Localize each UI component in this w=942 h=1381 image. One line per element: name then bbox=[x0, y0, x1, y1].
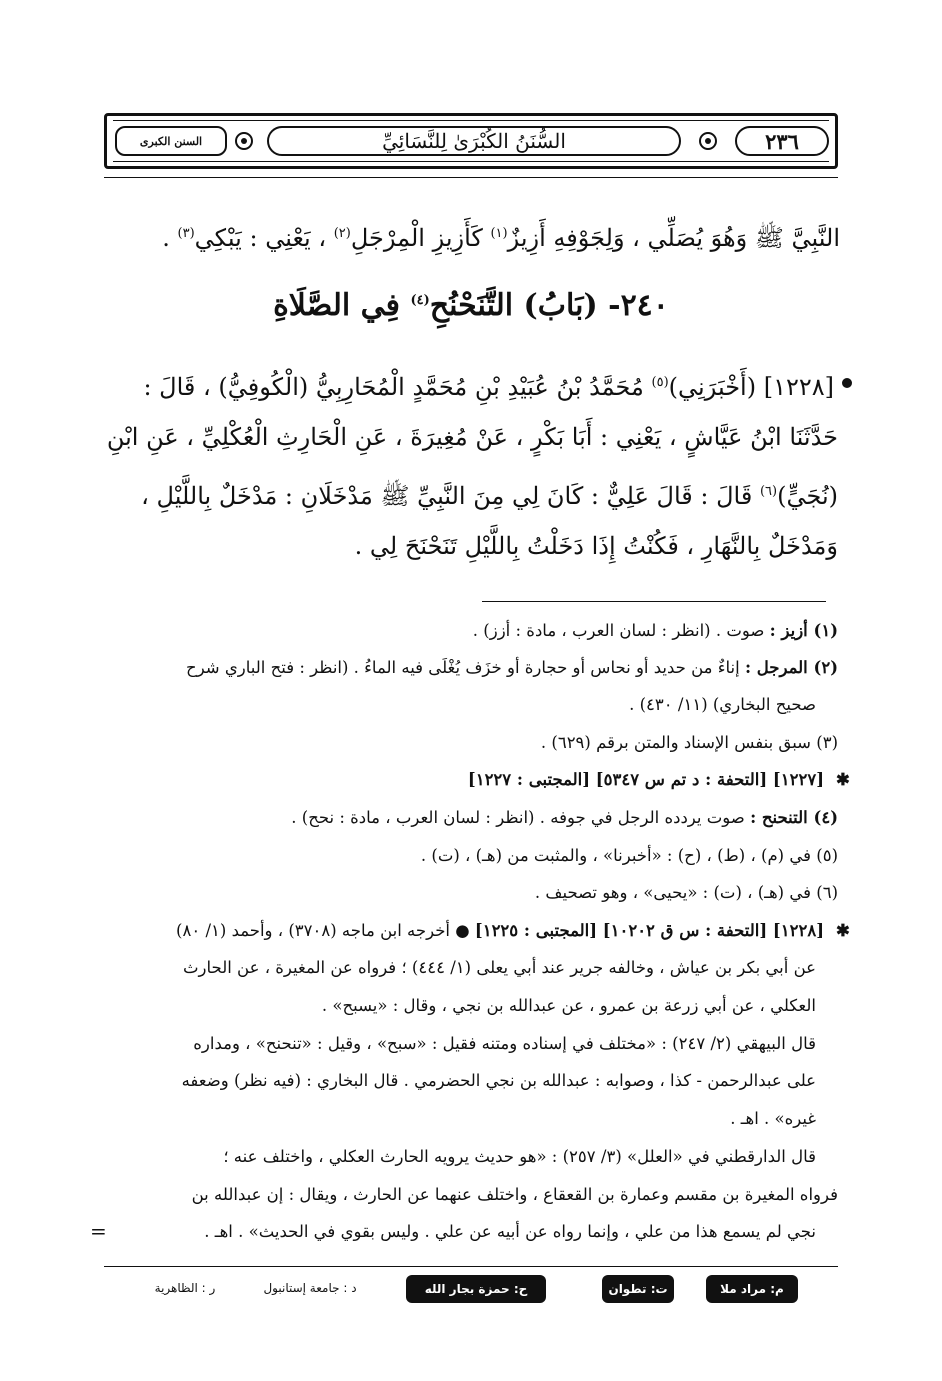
footnote-label: (٤) التنحنح : bbox=[750, 808, 838, 827]
footnote-4 bbox=[104, 803, 838, 833]
footnote-text: (٦) في (هـ) ، (ت) : «يحيى» ، وهو تصحيف . bbox=[534, 883, 838, 902]
takhrij-1228-line-3 bbox=[104, 991, 816, 1021]
takhrij-text: فرواه المغيرة بن مقسم وعمارة بن القعقاع ، واختلف عنهما عن الحارث ، ويقال : إن عبدالله بن bbox=[191, 1185, 838, 1204]
header-rail-bottom bbox=[113, 161, 829, 162]
takhrij-1228-line-2 bbox=[104, 953, 816, 983]
intro-text-b: كَأَزِيزِ الْمِرْجَلِ bbox=[350, 224, 491, 252]
takhrij-text: قال البيهقي (٢/ ٢٤٧) : «مختلف في إسناده ومتنه فقيل : «سبح» ، وقيل : «تنحنح» ، ومداره bbox=[193, 1034, 816, 1053]
intro-text-d: . bbox=[162, 224, 178, 252]
hadith-text: حَدَّثَنَا ابْنُ عَيَّاشٍ ، يَعْنِي : أَبَا بَكْرٍ ، عَنْ مُغِيرَةَ ، عَنِ الْحَارِثِ الْعُكْلِيِّ ، عَنِ ابْنِ bbox=[106, 423, 838, 451]
continuation-mark: = bbox=[90, 1219, 107, 1243]
footnote-ref: (٢) bbox=[333, 226, 351, 241]
chapter-heading bbox=[104, 288, 838, 323]
header-divider bbox=[104, 177, 838, 178]
header-rail-top bbox=[113, 120, 829, 121]
footnote-2-cont bbox=[104, 690, 816, 720]
footnote-text: صوت يردده الرجل في جوفه . (انظر : لسان العرب ، مادة : نحح) . bbox=[291, 808, 751, 827]
takhrij-text: غيره» . اهـ . bbox=[730, 1109, 816, 1128]
emblem-text: السنن الكبرى bbox=[139, 134, 203, 148]
footnote-2 bbox=[104, 653, 838, 683]
takhrij-text: نجي لم يسمع هذا من علي ، وإنما رواه عن أبيه عن علي . وليس بقوي في الحديث» . اهـ . bbox=[204, 1222, 816, 1241]
hadith-text: وَمَدْخَلٌ بِالنَّهَارِ ، فَكُنْتُ إِذَا دَخَلْتُ بِاللَّيْلِ تَنَحْنَحَ لِي . bbox=[354, 532, 838, 560]
hadith-line-3 bbox=[104, 466, 838, 522]
footnote-label: (٢) المرجل : bbox=[744, 658, 838, 677]
takhrij-text: عن أبي بكر بن عياش ، وخالفه جرير عند أبي يعلى (١/ ٤٤٤) ؛ فرواه عن المغيرة ، عن الحارث bbox=[183, 958, 816, 977]
hadith-line-2 bbox=[104, 411, 838, 463]
footnote-label: (١) أزيز : bbox=[769, 621, 838, 640]
footnote-text: إناءٌ من حديد أو نحاس أو حجارة أو خزَف يُغْلَى فيه الماءُ . (انظر : فتح الباري شرح bbox=[186, 658, 745, 677]
hadith-number: [١٢٢٨] (أَخْبَرَنِي) bbox=[668, 373, 834, 401]
manuscript-badge-m bbox=[706, 1275, 798, 1303]
footnote-text: (٥) في (م) ، (ط) ، (ح) : «أخبرنا» ، والمثبت من (هـ) ، (ت) . bbox=[420, 846, 838, 865]
takhrij-text: ● أخرجه ابن ماجه (٣٧٠٨) ، وأحمد (١/ ٨٠) bbox=[176, 921, 475, 940]
chapter-heading-text-a: ٢٤٠- (بَابُ) التَّنَحْنُحِ bbox=[429, 288, 669, 323]
footnote-ref: (٤) bbox=[410, 293, 430, 308]
takhrij-1228-line-6 bbox=[104, 1104, 816, 1134]
footnote-5 bbox=[104, 841, 838, 871]
takhrij-1228-line-1 bbox=[104, 916, 824, 946]
footnote-text: صحيح البخاري) (١١/ ٤٣٠) . bbox=[629, 695, 816, 714]
takhrij-1228-line-8 bbox=[104, 1180, 838, 1210]
footnote-text: (٣) سبق بنفس الإسناد والمتن برقم (٦٢٩) . bbox=[540, 733, 838, 752]
takhrij-1228-line-4 bbox=[104, 1029, 816, 1059]
footer-rule bbox=[104, 1266, 838, 1267]
ornament-knot-icon bbox=[233, 130, 255, 152]
hadith-text: مُحَمَّدُ بْنُ عُبَيْدِ بْنِ مُحَمَّدٍ الْمُحَارِبِيُّ (الْكُوفِيُّ) ، قَالَ : bbox=[143, 373, 652, 401]
hadith-text: (نُجَيٍّ) bbox=[777, 482, 838, 510]
hadith-text: قَالَ : قَالَ عَلِيٌّ : كَانَ لِي مِنَ النَّبِيِّ ﷺ مَدْخَلَانِ : مَدْخَلٌ بِاللَّيْلِ ، bbox=[141, 482, 760, 510]
hadith-line-4 bbox=[104, 520, 838, 572]
book-title-cartouche bbox=[267, 126, 681, 156]
star-marker: ✱ bbox=[836, 921, 850, 940]
ornament-knot-icon bbox=[697, 130, 719, 152]
footnote-ref: (٥) bbox=[651, 375, 669, 390]
footnote-1 bbox=[104, 616, 838, 646]
footnote-ref: (٣) bbox=[177, 226, 195, 241]
book-title: السُّنَنُ الكُبْرَىٰ لِلنَّسَائِيِّ bbox=[382, 129, 566, 153]
badge-label: م: مراد ملا bbox=[720, 1282, 784, 1296]
star-marker: ✱ bbox=[836, 770, 850, 789]
hadith-bullet bbox=[842, 378, 852, 388]
intro-text-a: النَّبِيَّ ﷺ وَهُوَ يُصَلِّي ، وَلِجَوْفِهِ أَزِيزٌ bbox=[507, 224, 840, 252]
page-header bbox=[104, 113, 838, 169]
takhrij-1228-line-9 bbox=[104, 1217, 816, 1247]
footnote-text: صوت . (انظر : لسان العرب ، مادة : أزز) . bbox=[472, 621, 770, 640]
badge-label: ح: حمزة بجار الله bbox=[424, 1282, 528, 1296]
intro-line bbox=[100, 208, 840, 264]
chapter-heading-text-b: فِي الصَّلَاةِ bbox=[273, 288, 411, 323]
manuscript-badge-t bbox=[602, 1275, 674, 1303]
page-number: ٢٣٦ bbox=[765, 128, 799, 154]
takhrij-text: [١٢٢٧] [التحفة : د تم س ٥٣٤٧] [المجتبى : ١٢٢٧] bbox=[467, 770, 824, 789]
takhrij-1227 bbox=[104, 765, 824, 795]
badge-label: ت: تطوان bbox=[608, 1282, 668, 1296]
takhrij-head: [١٢٢٨] [التحفة : س ق ١٠٢٠٢] [المجتبى : ١٢٢٥] bbox=[474, 921, 824, 940]
footnote-ref: (٦) bbox=[759, 484, 778, 499]
footnote-ref: (١) bbox=[490, 226, 508, 241]
footnote-separator bbox=[482, 601, 826, 602]
takhrij-text: على عبدالرحمن - كذا ، وصوابه : عبدالله بن نجي الحضرمي . قال البخاري : (فيه نظر) وضعفه bbox=[181, 1071, 816, 1090]
takhrij-1228-line-7 bbox=[104, 1142, 816, 1172]
manuscript-label-r: ر : الظاهرية bbox=[154, 1281, 216, 1295]
emblem-cartouche bbox=[115, 126, 227, 156]
manuscript-badge-h bbox=[406, 1275, 546, 1303]
manuscript-label-d: د : جامعة إستانبول bbox=[263, 1281, 357, 1295]
page-number-cartouche bbox=[735, 126, 829, 156]
takhrij-1228-line-5 bbox=[104, 1066, 816, 1096]
takhrij-text: قال الدارقطني في «العلل» (٣/ ٢٥٧) : «هو حديث يرويه الحارث العكلي ، واختلف عنه ؛ bbox=[223, 1147, 816, 1166]
hadith-line-1 bbox=[104, 357, 834, 413]
takhrij-text: العكلي ، عن أبي زرعة بن عمرو ، عن عبدالله بن نجي ، وقال : «يسبح» . bbox=[321, 996, 816, 1015]
footnote-6 bbox=[104, 878, 838, 908]
intro-text-c: ، يَعْنِي : يَبْكِي bbox=[194, 224, 334, 252]
footnote-3 bbox=[104, 728, 838, 758]
